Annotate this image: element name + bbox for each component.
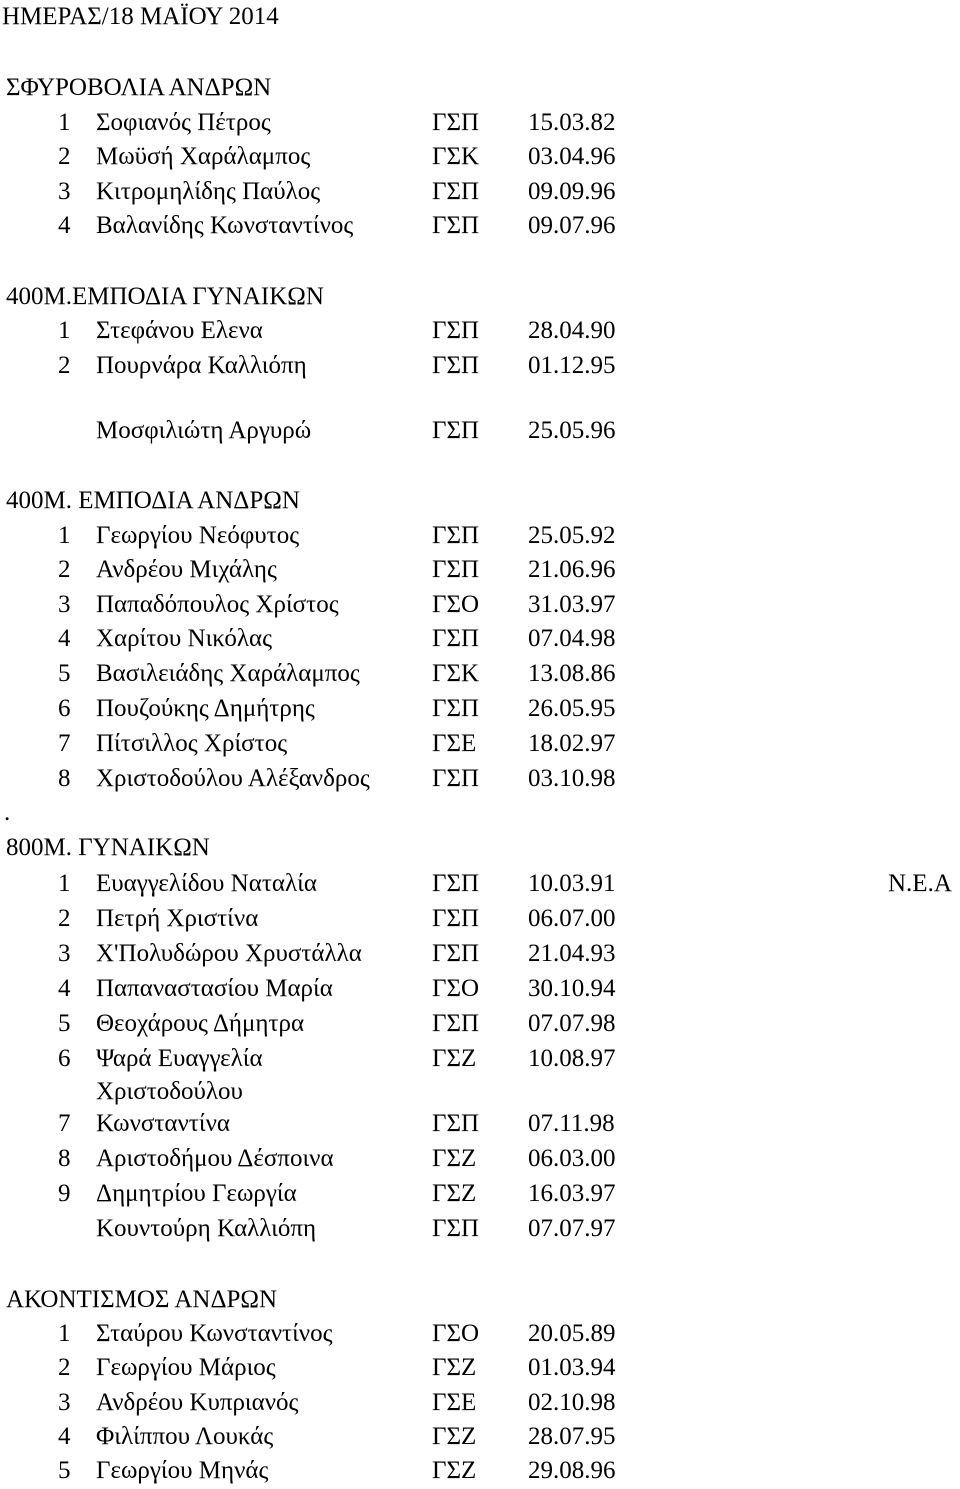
place: 1: [58, 109, 71, 136]
place: 5: [58, 660, 71, 687]
athlete-name: Δημητρίου Γεωργία: [96, 1180, 297, 1207]
club: ΓΣΠ: [432, 695, 480, 722]
birth-date: 26.05.95: [528, 695, 616, 722]
club: ΓΣΠ: [432, 870, 480, 897]
event-heading: 800Μ. ΓΥΝΑΙΚΩΝ: [6, 834, 210, 861]
athlete-name: Χριστοδούλου: [96, 1078, 243, 1105]
place: 7: [58, 730, 71, 757]
club: ΓΣΕ: [432, 730, 477, 757]
birth-date: 07.04.98: [528, 625, 616, 652]
athlete-name: Μωϋσή Χαράλαμπος: [96, 143, 311, 170]
page-title: ΗΜΕΡΑΣ/18 ΜΑΪΟΥ 2014: [2, 3, 279, 30]
place: 7: [58, 1110, 71, 1137]
club: ΓΣΖ: [432, 1457, 477, 1484]
place: 4: [58, 625, 71, 652]
athlete-name: Αριστοδήμου Δέσποινα: [96, 1145, 334, 1172]
club: ΓΣΠ: [432, 109, 480, 136]
birth-date: 21.04.93: [528, 940, 616, 967]
birth-date: 03.04.96: [528, 143, 616, 170]
club: ΓΣΠ: [432, 1215, 480, 1242]
birth-date: 28.07.95: [528, 1423, 616, 1450]
stray-mark: .: [4, 799, 11, 826]
birth-date: 10.08.97: [528, 1045, 616, 1072]
place: 1: [58, 522, 71, 549]
athlete-name: Παπαδόπουλος Χρίστος: [96, 591, 339, 618]
place: 4: [58, 975, 71, 1002]
athlete-name: Πουρνάρα Καλλιόπη: [96, 352, 307, 379]
place: 2: [58, 1354, 71, 1381]
birth-date: 31.03.97: [528, 591, 616, 618]
athlete-name: Σταύρου Κωνσταντίνος: [96, 1320, 333, 1347]
athlete-name: Γεωργίου Μηνάς: [96, 1457, 269, 1484]
athlete-name: Βαλανίδης Κωνσταντίνος: [96, 212, 354, 239]
birth-date: 28.04.90: [528, 317, 616, 344]
birth-date: 06.03.00: [528, 1145, 616, 1172]
place: 3: [58, 591, 71, 618]
club: ΓΣΠ: [432, 417, 480, 444]
event-heading: ΣΦΥΡΟΒΟΛΙΑ ΑΝΔΡΩΝ: [6, 74, 272, 101]
club: ΓΣΚ: [432, 660, 480, 687]
birth-date: 15.03.82: [528, 109, 616, 136]
event-heading: ΑΚΟΝΤΙΣΜΟΣ ΑΝΔΡΩΝ: [6, 1286, 278, 1313]
club: ΓΣΠ: [432, 556, 480, 583]
birth-date: 07.07.98: [528, 1010, 616, 1037]
athlete-name: Κιτρομηλίδης Παύλος: [96, 178, 321, 205]
birth-date: 16.03.97: [528, 1180, 616, 1207]
club: ΓΣΚ: [432, 143, 480, 170]
birth-date: 30.10.94: [528, 975, 616, 1002]
birth-date: 09.07.96: [528, 212, 616, 239]
event-heading: 400Μ.ΕΜΠΟΔΙΑ ΓΥΝΑΙΚΩΝ: [6, 283, 324, 310]
athlete-name: Ψαρά Ευαγγελία: [96, 1045, 263, 1072]
birth-date: 29.08.96: [528, 1457, 616, 1484]
birth-date: 06.07.00: [528, 905, 616, 932]
club: ΓΣΖ: [432, 1354, 477, 1381]
place: 4: [58, 212, 71, 239]
club: ΓΣΠ: [432, 940, 480, 967]
place: 5: [58, 1010, 71, 1037]
birth-date: 01.12.95: [528, 352, 616, 379]
club: ΓΣΠ: [432, 317, 480, 344]
record-note: Ν.Ε.Α: [888, 870, 952, 897]
athlete-name: Κωνσταντίνα: [96, 1110, 230, 1137]
athlete-name: Στεφάνου Ελενα: [96, 317, 263, 344]
place: 3: [58, 1389, 71, 1416]
place: 4: [58, 1423, 71, 1450]
birth-date: 20.05.89: [528, 1320, 616, 1347]
birth-date: 01.03.94: [528, 1354, 616, 1381]
birth-date: 03.10.98: [528, 765, 616, 792]
place: 3: [58, 178, 71, 205]
athlete-name: Σοφιανός Πέτρος: [96, 109, 271, 136]
club: ΓΣΠ: [432, 212, 480, 239]
athlete-name: Κουντούρη Καλλιόπη: [96, 1215, 317, 1242]
athlete-name: Ευαγγελίδου Ναταλία: [96, 870, 317, 897]
club: ΓΣΖ: [432, 1145, 477, 1172]
athlete-name: Βασιλειάδης Χαράλαμπος: [96, 660, 360, 687]
club: ΓΣΟ: [432, 975, 480, 1002]
athlete-name: Μοσφιλιώτη Αργυρώ: [96, 417, 312, 444]
place: 2: [58, 143, 71, 170]
club: ΓΣΕ: [432, 1389, 477, 1416]
place: 9: [58, 1180, 71, 1207]
club: ΓΣΟ: [432, 1320, 480, 1347]
athlete-name: Χ'Πολυδώρου Χρυστάλλα: [96, 940, 362, 967]
club: ΓΣΠ: [432, 765, 480, 792]
athlete-name: Ανδρέου Κυπριανός: [96, 1389, 299, 1416]
birth-date: 21.06.96: [528, 556, 616, 583]
athlete-name: Πετρή Χριστίνα: [96, 905, 259, 932]
place: 8: [58, 765, 71, 792]
birth-date: 18.02.97: [528, 730, 616, 757]
club: ΓΣΖ: [432, 1045, 477, 1072]
athlete-name: Θεοχάρους Δήμητρα: [96, 1010, 305, 1037]
birth-date: 25.05.96: [528, 417, 616, 444]
athlete-name: Παπαναστασίου Μαρία: [96, 975, 333, 1002]
club: ΓΣΟ: [432, 591, 480, 618]
place: 2: [58, 352, 71, 379]
birth-date: 07.11.98: [528, 1110, 615, 1137]
place: 6: [58, 695, 71, 722]
athlete-name: Πουζούκης Δημήτρης: [96, 695, 315, 722]
club: ΓΣΖ: [432, 1423, 477, 1450]
place: 6: [58, 1045, 71, 1072]
birth-date: 13.08.86: [528, 660, 616, 687]
birth-date: 25.05.92: [528, 522, 616, 549]
athlete-name: Φιλίππου Λουκάς: [96, 1423, 274, 1450]
place: 2: [58, 905, 71, 932]
athlete-name: Γεωργίου Μάριος: [96, 1354, 276, 1381]
place: 3: [58, 940, 71, 967]
event-heading: 400Μ. ΕΜΠΟΔΙΑ ΑΝΔΡΩΝ: [6, 487, 300, 514]
athlete-name: Χριστοδούλου Αλέξανδρος: [96, 765, 370, 792]
club: ΓΣΠ: [432, 625, 480, 652]
birth-date: 09.09.96: [528, 178, 616, 205]
club: ΓΣΠ: [432, 522, 480, 549]
athlete-name: Γεωργίου Νεόφυτος: [96, 522, 300, 549]
club: ΓΣΠ: [432, 352, 480, 379]
athlete-name: Χαρίτου Νικόλας: [96, 625, 272, 652]
club: ΓΣΠ: [432, 178, 480, 205]
place: 2: [58, 556, 71, 583]
place: 1: [58, 317, 71, 344]
athlete-name: Ανδρέου Μιχάλης: [96, 556, 277, 583]
club: ΓΣΠ: [432, 1010, 480, 1037]
athlete-name: Πίτσιλλος Χρίστος: [96, 730, 288, 757]
place: 5: [58, 1457, 71, 1484]
place: 1: [58, 1320, 71, 1347]
club: ΓΣΠ: [432, 905, 480, 932]
place: 1: [58, 870, 71, 897]
club: ΓΣΖ: [432, 1180, 477, 1207]
birth-date: 02.10.98: [528, 1389, 616, 1416]
birth-date: 07.07.97: [528, 1215, 616, 1242]
place: 8: [58, 1145, 71, 1172]
club: ΓΣΠ: [432, 1110, 480, 1137]
birth-date: 10.03.91: [528, 870, 616, 897]
